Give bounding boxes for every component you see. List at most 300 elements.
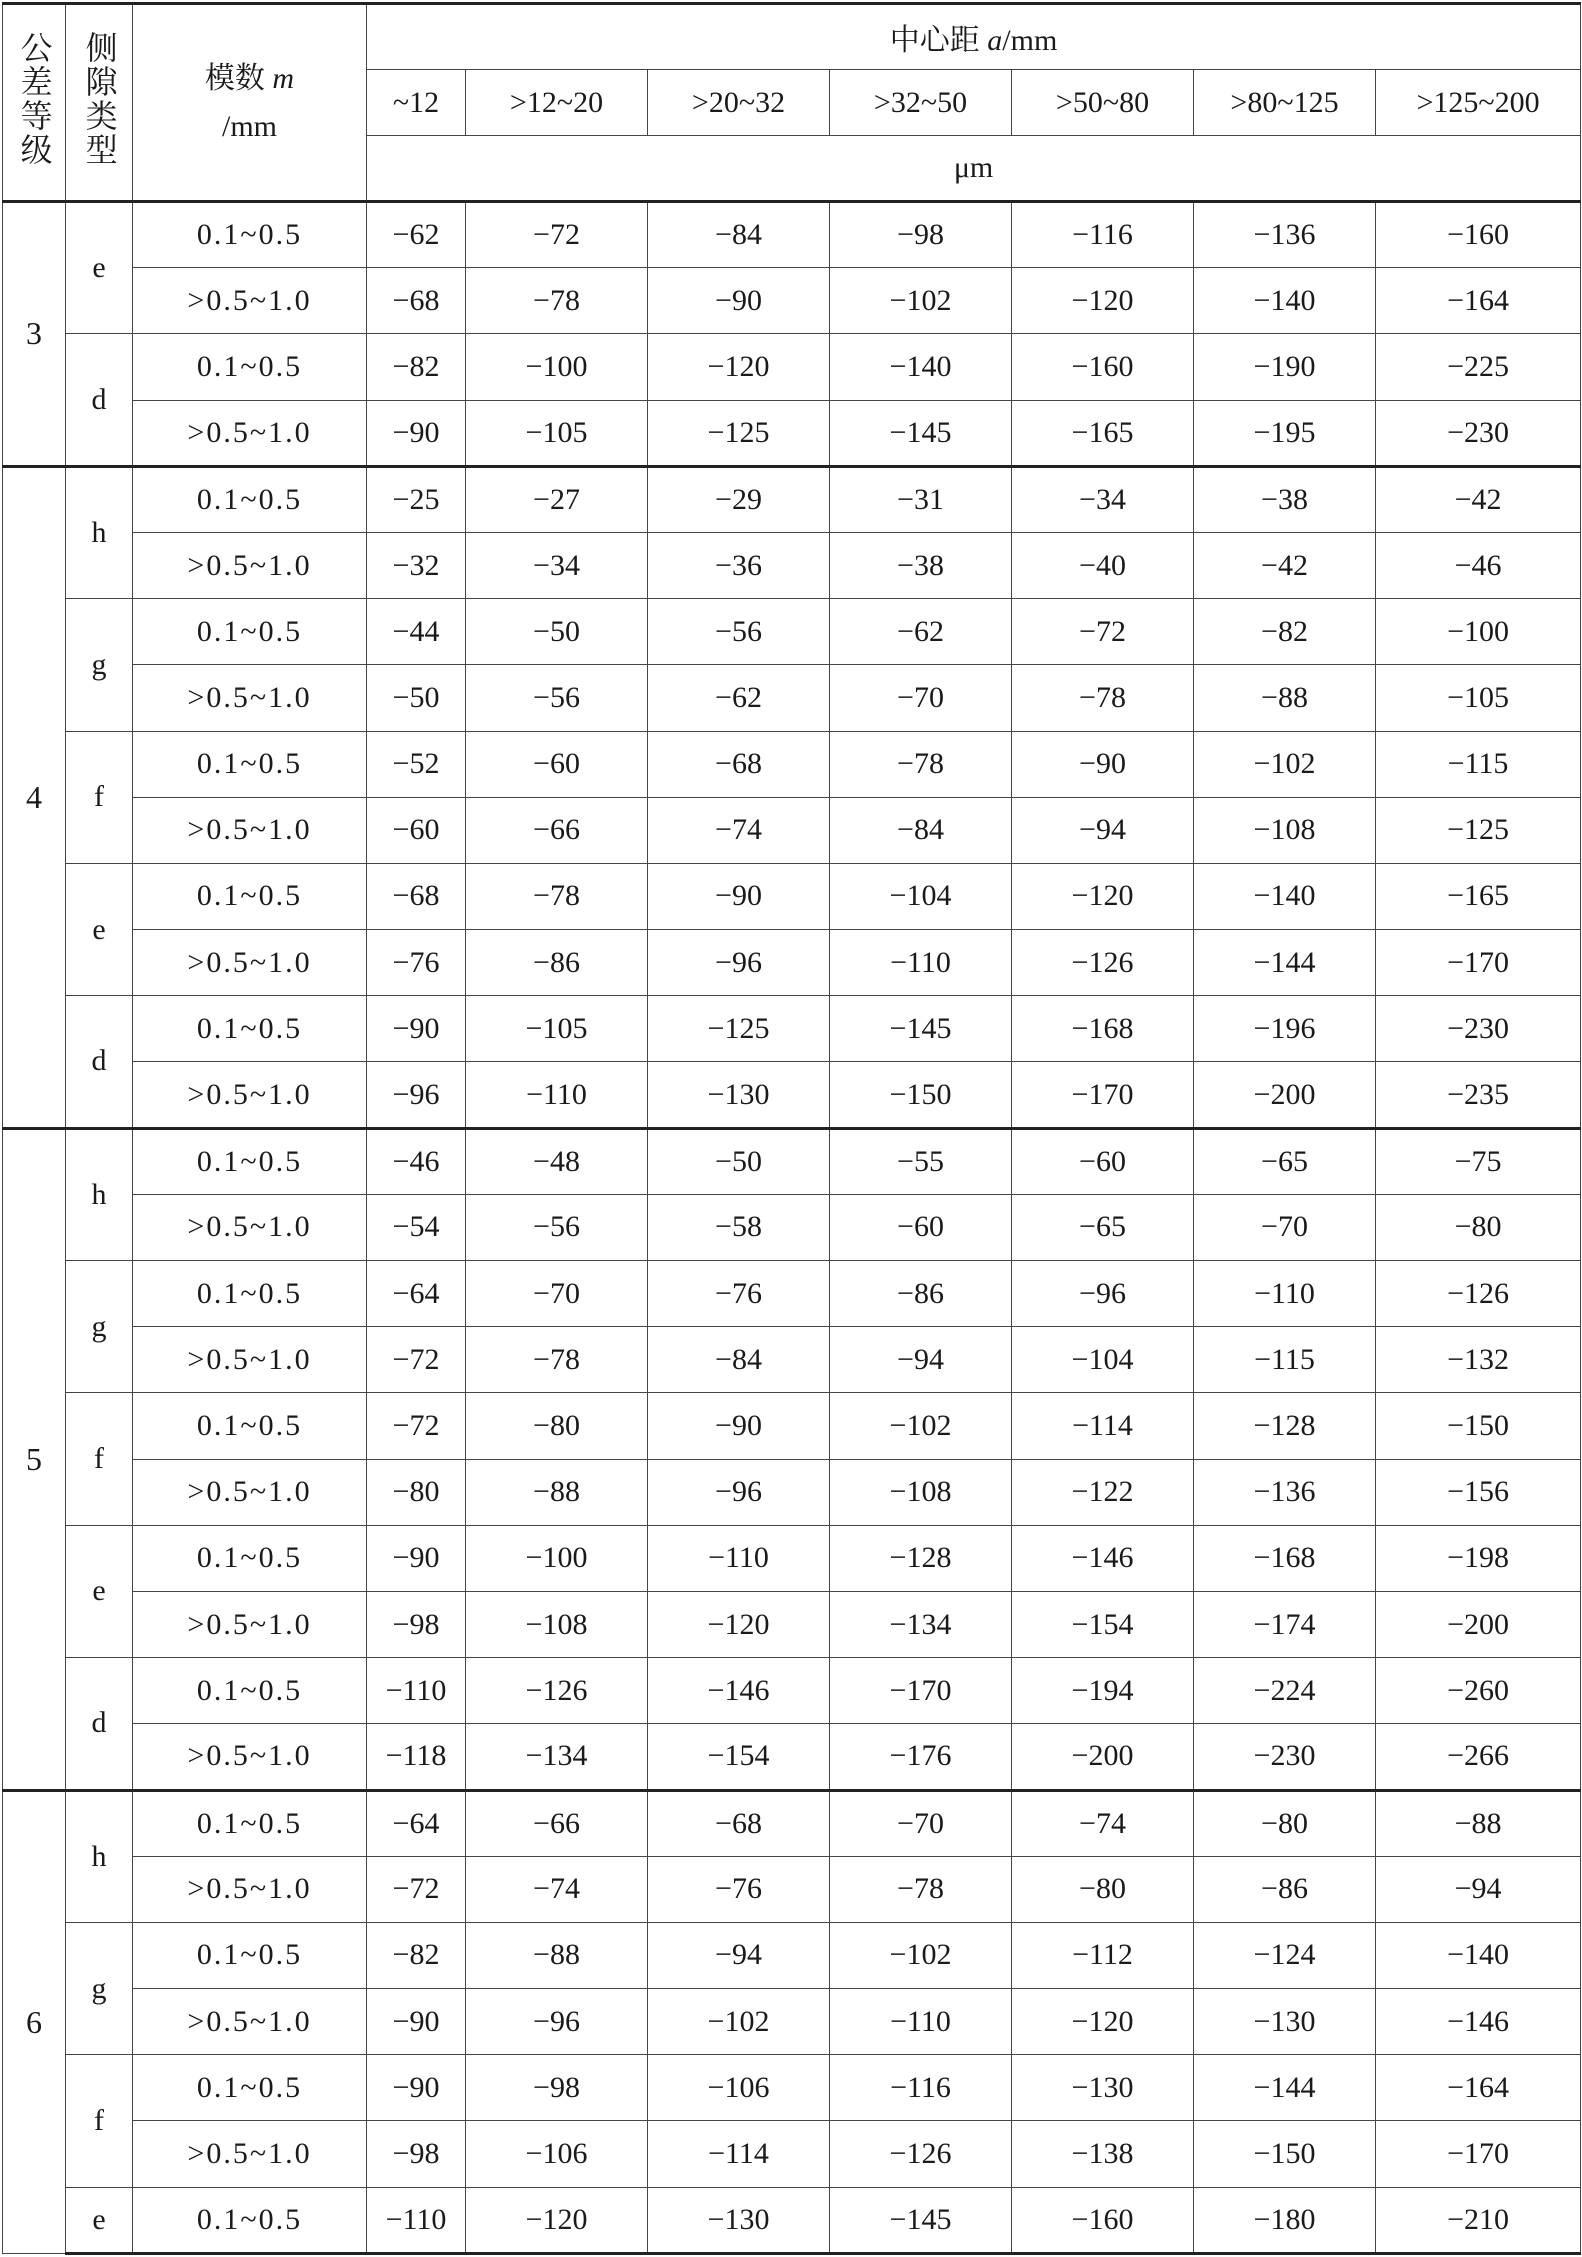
value-cell: −104 [1012,1327,1194,1393]
value-cell: −96 [648,1459,830,1525]
table-row [3,466,1581,532]
value-cell: −68 [367,863,466,929]
value-cell: −126 [466,1658,648,1724]
value-cell: −140 [1376,1922,1581,1988]
value-cell: −114 [648,2121,830,2187]
clearance-type-cell: f [66,731,133,863]
range-header-cell: >80~125 [1194,70,1376,136]
value-cell: −110 [367,1658,466,1724]
table-body [3,202,1581,2254]
value-cell: −128 [830,1525,1012,1591]
clearance-type-cell: e [66,1525,133,1657]
table-row [3,1790,1581,1856]
value-cell: −136 [1194,1459,1376,1525]
center-distance-header: 中心距 a/mm [367,4,1581,70]
module-cell: >0.5~1.0 [133,1856,367,1922]
grade-cell: 3 [3,202,66,467]
value-cell: −86 [830,1261,1012,1327]
value-cell: −44 [367,599,466,665]
module-cell: 0.1~0.5 [133,599,367,665]
value-cell: −72 [367,1327,466,1393]
value-cell: −115 [1194,1327,1376,1393]
value-cell: −42 [1376,466,1581,532]
value-cell: −118 [367,1724,466,1790]
value-cell: −120 [1012,268,1194,334]
value-cell: −72 [367,1393,466,1459]
value-cell: −76 [648,1856,830,1922]
value-cell: −112 [1012,1922,1194,1988]
value-cell: −120 [1012,1989,1194,2055]
value-cell: −140 [1194,268,1376,334]
value-cell: −78 [1012,665,1194,731]
value-cell: −82 [1194,599,1376,665]
value-cell: −38 [1194,466,1376,532]
value-cell: −110 [830,1989,1012,2055]
value-cell: −170 [830,1658,1012,1724]
module-cell: 0.1~0.5 [133,202,367,268]
value-cell: −190 [1194,334,1376,400]
value-cell: −224 [1194,1658,1376,1724]
value-cell: −150 [1376,1393,1581,1459]
value-cell: −32 [367,532,466,598]
value-cell: −84 [830,797,1012,863]
value-cell: −96 [367,1062,466,1128]
value-cell: −130 [1194,1989,1376,2055]
module-cell: >0.5~1.0 [133,1459,367,1525]
value-cell: −70 [466,1261,648,1327]
clearance-type-cell: e [66,202,133,334]
module-cell: 0.1~0.5 [133,1658,367,1724]
value-cell: −25 [367,466,466,532]
value-cell: −102 [830,268,1012,334]
unit-label: μm [367,136,1581,202]
module-cell: >0.5~1.0 [133,1989,367,2055]
table-row [3,1327,1581,1393]
value-cell: −82 [367,1922,466,1988]
value-cell: −200 [1012,1724,1194,1790]
value-cell: −230 [1376,400,1581,466]
module-cell: >0.5~1.0 [133,797,367,863]
value-cell: −140 [830,334,1012,400]
value-cell: −90 [648,863,830,929]
range-header-cell: >50~80 [1012,70,1194,136]
value-cell: −120 [648,334,830,400]
value-cell: −145 [830,400,1012,466]
clearance-type-cell: g [66,599,133,731]
value-cell: −156 [1376,1459,1581,1525]
value-cell: −78 [830,1856,1012,1922]
value-cell: −146 [1376,1989,1581,2055]
table-row [3,797,1581,863]
value-cell: −130 [1012,2055,1194,2121]
value-cell: −136 [1194,202,1376,268]
value-cell: −94 [1376,1856,1581,1922]
value-cell: −72 [1012,599,1194,665]
value-cell: −88 [466,1459,648,1525]
value-cell: −94 [1012,797,1194,863]
module-cell: 0.1~0.5 [133,2055,367,2121]
clearance-type-cell: h [66,466,133,598]
value-cell: −90 [367,1989,466,2055]
value-cell: −94 [830,1327,1012,1393]
module-cell: 0.1~0.5 [133,1525,367,1591]
value-cell: −124 [1194,1922,1376,1988]
value-cell: −52 [367,731,466,797]
value-cell: −70 [830,665,1012,731]
tolerance-table [2,2,1581,2255]
module-cell: >0.5~1.0 [133,400,367,466]
table-row [3,1658,1581,1724]
value-cell: −126 [1012,930,1194,996]
value-cell: −86 [466,930,648,996]
module-cell: 0.1~0.5 [133,334,367,400]
value-cell: −110 [648,1525,830,1591]
value-cell: −54 [367,1194,466,1260]
value-cell: −65 [1012,1194,1194,1260]
value-cell: −105 [1376,665,1581,731]
value-cell: −144 [1194,2055,1376,2121]
value-cell: −70 [830,1790,1012,1856]
table-row [3,2121,1581,2187]
value-cell: −168 [1194,1525,1376,1591]
module-cell: >0.5~1.0 [133,2121,367,2187]
value-cell: −198 [1376,1525,1581,1591]
value-cell: −58 [648,1194,830,1260]
value-cell: −122 [1012,1459,1194,1525]
value-cell: −80 [1012,1856,1194,1922]
value-cell: −68 [367,268,466,334]
value-cell: −60 [830,1194,1012,1260]
value-cell: −116 [1012,202,1194,268]
table-row [3,334,1581,400]
range-header-cell: >12~20 [466,70,648,136]
value-cell: −60 [367,797,466,863]
value-cell: −105 [466,996,648,1062]
value-cell: −120 [466,2187,648,2253]
value-cell: −115 [1376,731,1581,797]
table-row [3,1856,1581,1922]
table-row [3,1724,1581,1790]
value-cell: −140 [1194,863,1376,929]
value-cell: −74 [466,1856,648,1922]
value-cell: −114 [1012,1393,1194,1459]
grade-cell: 6 [3,1790,66,2254]
clearance-type-cell: e [66,2187,133,2253]
module-cell: 0.1~0.5 [133,2187,367,2253]
value-cell: −125 [648,400,830,466]
value-cell: −90 [367,1525,466,1591]
value-cell: −144 [1194,930,1376,996]
value-cell: −76 [648,1261,830,1327]
value-cell: −126 [830,2121,1012,2187]
value-cell: −230 [1376,996,1581,1062]
value-cell: −98 [466,2055,648,2121]
value-cell: −66 [466,797,648,863]
value-cell: −105 [466,400,648,466]
value-cell: −146 [648,1658,830,1724]
value-cell: −194 [1012,1658,1194,1724]
value-cell: −96 [466,1989,648,2055]
value-cell: −110 [1194,1261,1376,1327]
table-row [3,202,1581,268]
value-cell: −164 [1376,2055,1581,2121]
table-row [3,400,1581,466]
value-cell: −48 [466,1128,648,1194]
value-cell: −29 [648,466,830,532]
value-cell: −180 [1194,2187,1376,2253]
value-cell: −56 [648,599,830,665]
table-row [3,1922,1581,1988]
value-cell: −90 [367,2055,466,2121]
value-cell: −80 [1376,1194,1581,1260]
value-cell: −62 [367,202,466,268]
clearance-type-cell: h [66,1128,133,1260]
clearance-type-cell: e [66,863,133,995]
value-cell: −128 [1194,1393,1376,1459]
value-cell: −80 [1194,1790,1376,1856]
value-cell: −102 [1194,731,1376,797]
value-cell: −160 [1376,202,1581,268]
value-cell: −38 [830,532,1012,598]
value-cell: −70 [1194,1194,1376,1260]
value-cell: −82 [367,334,466,400]
value-cell: −78 [830,731,1012,797]
header-row-1 [3,4,1581,70]
module-cell: >0.5~1.0 [133,1194,367,1260]
clearance-type-cell: g [66,1922,133,2054]
value-cell: −98 [367,2121,466,2187]
value-cell: −27 [466,466,648,532]
module-cell: 0.1~0.5 [133,1261,367,1327]
module-cell: >0.5~1.0 [133,930,367,996]
table-row [3,996,1581,1062]
value-cell: −200 [1376,1591,1581,1657]
module-cell: >0.5~1.0 [133,268,367,334]
table-row [3,1062,1581,1128]
value-cell: −80 [367,1459,466,1525]
module-cell: 0.1~0.5 [133,863,367,929]
value-cell: −94 [648,1922,830,1988]
table-row [3,863,1581,929]
range-header-cell: >32~50 [830,70,1012,136]
value-cell: −31 [830,466,1012,532]
value-cell: −195 [1194,400,1376,466]
value-cell: −64 [367,1790,466,1856]
value-cell: −88 [1376,1790,1581,1856]
value-cell: −100 [466,334,648,400]
value-cell: −90 [648,1393,830,1459]
value-cell: −108 [1194,797,1376,863]
value-cell: −78 [466,268,648,334]
module-cell: >0.5~1.0 [133,1724,367,1790]
value-cell: −96 [1012,1261,1194,1327]
value-cell: −125 [1376,797,1581,863]
value-cell: −170 [1012,1062,1194,1128]
value-cell: −90 [1012,731,1194,797]
value-cell: −154 [648,1724,830,1790]
value-cell: −62 [830,599,1012,665]
clearance-type-cell: f [66,1393,133,1525]
value-cell: −55 [830,1128,1012,1194]
value-cell: −56 [466,1194,648,1260]
value-cell: −176 [830,1724,1012,1790]
table-row [3,1989,1581,2055]
value-cell: −62 [648,665,830,731]
module-cell: >0.5~1.0 [133,1327,367,1393]
table-row [3,930,1581,996]
value-cell: −160 [1012,2187,1194,2253]
value-cell: −88 [466,1922,648,1988]
module-cell: >0.5~1.0 [133,532,367,598]
value-cell: −266 [1376,1724,1581,1790]
value-cell: −134 [830,1591,1012,1657]
module-cell: 0.1~0.5 [133,731,367,797]
module-header: 模数 m /mm [133,4,367,202]
value-cell: −150 [830,1062,1012,1128]
value-cell: −68 [648,1790,830,1856]
value-cell: −76 [367,930,466,996]
value-cell: −260 [1376,1658,1581,1724]
value-cell: −40 [1012,532,1194,598]
value-cell: −78 [466,863,648,929]
table-row [3,1525,1581,1591]
module-cell: 0.1~0.5 [133,1790,367,1856]
clearance-type-cell: g [66,1261,133,1393]
value-cell: −102 [830,1393,1012,1459]
clearance-type-cell: d [66,1658,133,1790]
value-cell: −66 [466,1790,648,1856]
module-cell: 0.1~0.5 [133,1393,367,1459]
value-cell: −106 [648,2055,830,2121]
module-cell: 0.1~0.5 [133,1922,367,1988]
module-cell: >0.5~1.0 [133,665,367,731]
value-cell: −86 [1194,1856,1376,1922]
table-row [3,268,1581,334]
table-row [3,1393,1581,1459]
module-cell: 0.1~0.5 [133,996,367,1062]
module-cell: 0.1~0.5 [133,466,367,532]
module-cell: >0.5~1.0 [133,1062,367,1128]
value-cell: −96 [648,930,830,996]
value-cell: −104 [830,863,1012,929]
value-cell: −110 [367,2187,466,2253]
value-cell: −50 [648,1128,830,1194]
value-cell: −84 [648,202,830,268]
value-cell: −60 [1012,1128,1194,1194]
value-cell: −126 [1376,1261,1581,1327]
value-cell: −56 [466,665,648,731]
table-row [3,731,1581,797]
value-cell: −98 [367,1591,466,1657]
table-row [3,1261,1581,1327]
value-cell: −90 [648,268,830,334]
table-row [3,1128,1581,1194]
value-cell: −230 [1194,1724,1376,1790]
value-cell: −116 [830,2055,1012,2121]
clearance-type-cell: d [66,334,133,466]
value-cell: −84 [648,1327,830,1393]
grade-cell: 5 [3,1128,66,1790]
value-cell: −165 [1376,863,1581,929]
value-cell: −46 [367,1128,466,1194]
value-cell: −46 [1376,532,1581,598]
value-cell: −170 [1376,930,1581,996]
table-row [3,599,1581,665]
value-cell: −80 [466,1393,648,1459]
table-row [3,1459,1581,1525]
value-cell: −68 [648,731,830,797]
value-cell: −150 [1194,2121,1376,2187]
value-cell: −90 [367,996,466,1062]
value-cell: −100 [466,1525,648,1591]
clearance-type-cell: d [66,996,133,1128]
value-cell: −88 [1194,665,1376,731]
value-cell: −108 [466,1591,648,1657]
value-cell: −210 [1376,2187,1581,2253]
value-cell: −74 [648,797,830,863]
value-cell: −125 [648,996,830,1062]
value-cell: −90 [367,400,466,466]
value-cell: −138 [1012,2121,1194,2187]
value-cell: −110 [466,1062,648,1128]
clearance-type-cell: f [66,2055,133,2187]
value-cell: −98 [830,202,1012,268]
grade-cell: 4 [3,466,66,1128]
value-cell: −132 [1376,1327,1581,1393]
value-cell: −160 [1012,334,1194,400]
value-cell: −120 [648,1591,830,1657]
value-cell: −196 [1194,996,1376,1062]
value-cell: −165 [1012,400,1194,466]
value-cell: −34 [1012,466,1194,532]
value-cell: −145 [830,996,1012,1062]
value-cell: −102 [648,1989,830,2055]
value-cell: −154 [1012,1591,1194,1657]
value-cell: −64 [367,1261,466,1327]
value-cell: −106 [466,2121,648,2187]
range-header-cell: >125~200 [1376,70,1581,136]
value-cell: −102 [830,1922,1012,1988]
value-cell: −170 [1376,2121,1581,2187]
table-row [3,1591,1581,1657]
value-cell: −74 [1012,1790,1194,1856]
value-cell: −78 [466,1327,648,1393]
value-cell: −130 [648,2187,830,2253]
value-cell: −235 [1376,1062,1581,1128]
clearance-type-cell: h [66,1790,133,1922]
range-header-cell: >20~32 [648,70,830,136]
value-cell: −34 [466,532,648,598]
table-row [3,665,1581,731]
value-cell: −50 [466,599,648,665]
value-cell: −42 [1194,532,1376,598]
value-cell: −130 [648,1062,830,1128]
value-cell: −100 [1376,599,1581,665]
table-row [3,1194,1581,1260]
value-cell: −200 [1194,1062,1376,1128]
value-cell: −72 [367,1856,466,1922]
value-cell: −146 [1012,1525,1194,1591]
table-row [3,2055,1581,2121]
value-cell: −134 [466,1724,648,1790]
value-cell: −174 [1194,1591,1376,1657]
range-header-cell: ~12 [367,70,466,136]
value-cell: −65 [1194,1128,1376,1194]
value-cell: −60 [466,731,648,797]
value-cell: −164 [1376,268,1581,334]
value-cell: −50 [367,665,466,731]
value-cell: −168 [1012,996,1194,1062]
